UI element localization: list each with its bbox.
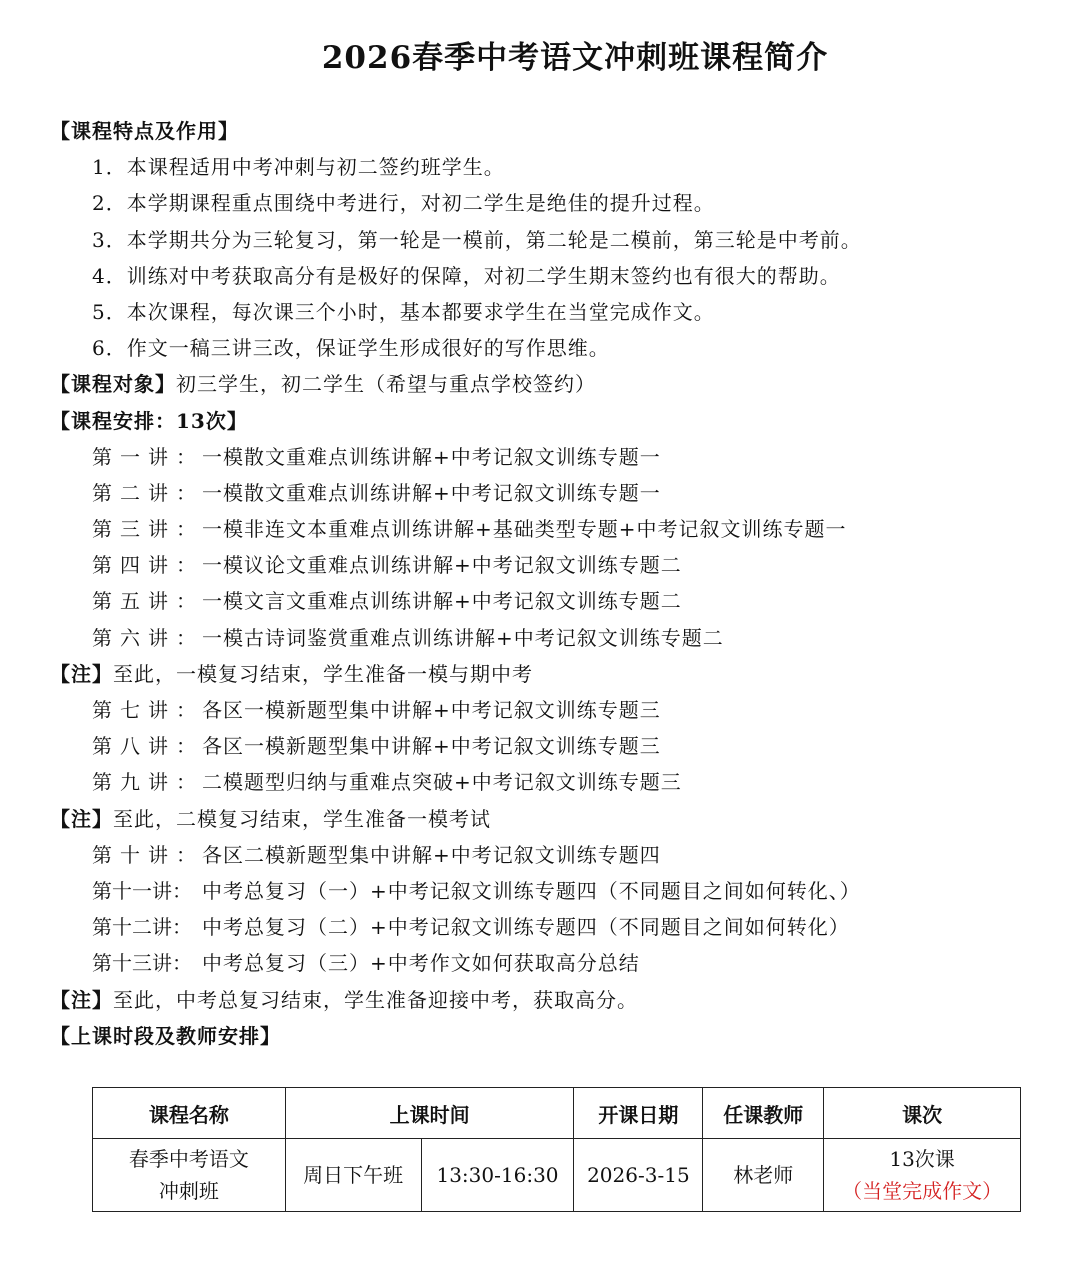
lecture-text: 一模议论文重难点训练讲解+中考记叙文训练专题二 xyxy=(202,553,682,578)
feature-item: 4．训练对中考获取高分有是极好的保障，对初二学生期末签约也有很大的帮助。 xyxy=(92,263,841,288)
lecture-label: 第五讲： xyxy=(92,589,204,614)
timetable-heading: 【上课时段及教师安排】 xyxy=(50,1023,281,1048)
cell-teacher: 林老师 xyxy=(703,1139,824,1212)
lecture-text: 一模散文重难点训练讲解+中考记叙文训练专题一 xyxy=(202,480,661,505)
lecture-item xyxy=(50,692,1060,728)
lecture-label: 第十一讲： xyxy=(92,878,192,903)
lecture-text: 中考总复习（一）+中考记叙文训练专题四（不同题目之间如何转化、） xyxy=(202,878,861,903)
lecture-label: 第十讲： xyxy=(92,842,204,867)
target-line xyxy=(50,366,1060,402)
note-text: 至此，一模复习结束，学生准备一模与期中考 xyxy=(113,661,533,686)
feature-item: 5．本次课程，每次课三个小时，基本都要求学生在当堂完成作文。 xyxy=(92,299,715,324)
lecture-text: 一模散文重难点训练讲解+中考记叙文训练专题一 xyxy=(202,444,661,469)
header-sessions: 课次 xyxy=(824,1088,1021,1139)
cell-hours: 13:30-16:30 xyxy=(421,1139,574,1212)
feature-item: 2．本学期课程重点围绕中考进行，对初二学生是绝佳的提升过程。 xyxy=(92,191,715,216)
content-body xyxy=(50,113,1060,1054)
lecture-item xyxy=(50,620,1060,656)
lecture-text: 中考总复习（三）+中考作文如何获取高分总结 xyxy=(202,951,640,976)
lecture-label: 第二讲： xyxy=(92,480,204,505)
note-text: 至此，中考总复习结束，学生准备迎接中考，获取高分。 xyxy=(113,987,638,1012)
cell-start: 2026-3-15 xyxy=(574,1139,703,1212)
note-tag: 【注】 xyxy=(50,987,113,1012)
note-tag: 【注】 xyxy=(50,806,113,831)
note-line xyxy=(50,656,1060,692)
lecture-text: 各区二模新题型集中讲解+中考记叙文训练专题四 xyxy=(202,842,661,867)
lecture-item xyxy=(50,583,1060,619)
header-start: 开课日期 xyxy=(574,1088,703,1139)
table-row xyxy=(93,1139,1021,1212)
lecture-item xyxy=(50,837,1060,873)
lecture-item xyxy=(50,511,1060,547)
lecture-text: 中考总复习（二）+中考记叙文训练专题四（不同题目之间如何转化） xyxy=(202,915,850,940)
feature-item: 1．本课程适用中考冲刺与初二签约班学生。 xyxy=(92,155,505,180)
sessions-count: 13次课 xyxy=(889,1147,955,1171)
note-text: 至此，二模复习结束，学生准备一模考试 xyxy=(113,806,491,831)
lecture-label: 第一讲： xyxy=(92,444,204,469)
lecture-item xyxy=(50,764,1060,800)
course-name-line1: 春季中考语文 xyxy=(128,1147,249,1171)
table-header-row xyxy=(93,1088,1021,1139)
lecture-text: 一模文言文重难点训练讲解+中考记叙文训练专题二 xyxy=(202,589,682,614)
note-line xyxy=(50,801,1060,837)
lecture-label: 第八讲： xyxy=(92,734,204,759)
course-name-line2: 冲刺班 xyxy=(158,1179,219,1203)
lecture-item xyxy=(50,945,1060,981)
lecture-text: 各区一模新题型集中讲解+中考记叙文训练专题三 xyxy=(202,698,661,722)
lecture-label: 第三讲： xyxy=(92,517,204,542)
lecture-item xyxy=(50,909,1060,945)
feature-item: 3．本学期共分为三轮复习，第一轮是一模前，第二轮是二模前，第三轮是中考前。 xyxy=(92,227,862,252)
lecture-label: 第十三讲： xyxy=(92,951,192,976)
lecture-text: 二模题型归纳与重难点突破+中考记叙文训练专题三 xyxy=(202,770,682,795)
lecture-label: 第六讲： xyxy=(92,625,204,650)
lecture-item xyxy=(50,439,1060,475)
feature-item: 6．作文一稿三讲三改，保证学生形成很好的写作思维。 xyxy=(92,336,610,361)
lecture-item xyxy=(50,475,1060,511)
header-time: 上课时间 xyxy=(285,1088,574,1139)
timetable xyxy=(92,1087,1021,1212)
lecture-label: 第四讲： xyxy=(92,553,204,578)
lecture-text: 一模非连文本重难点训练讲解+基础类型专题+中考记叙文训练专题一 xyxy=(202,517,847,542)
target-heading: 【课程对象】 xyxy=(50,372,176,397)
target-text: 初三学生，初二学生（希望与重点学校签约） xyxy=(176,372,596,397)
lecture-item xyxy=(50,873,1060,909)
cell-sessions xyxy=(824,1139,1021,1212)
lecture-label: 第十二讲： xyxy=(92,915,192,940)
features-heading: 【课程特点及作用】 xyxy=(50,119,239,143)
schedule-heading: 【课程安排：13次】 xyxy=(50,408,248,433)
note-tag: 【注】 xyxy=(50,661,113,686)
note-line xyxy=(50,982,1060,1018)
cell-course xyxy=(93,1139,286,1212)
lecture-label: 第七讲： xyxy=(92,698,204,722)
sessions-note: （当堂完成作文） xyxy=(842,1179,1003,1203)
lecture-item xyxy=(50,547,1060,583)
lecture-text: 各区一模新题型集中讲解+中考记叙文训练专题三 xyxy=(202,734,661,759)
lecture-item xyxy=(50,728,1060,764)
cell-slot: 周日下午班 xyxy=(285,1139,421,1212)
lecture-label: 第九讲： xyxy=(92,770,204,795)
lecture-text: 一模古诗词鉴赏重难点训练讲解+中考记叙文训练专题二 xyxy=(202,625,724,650)
header-course: 课程名称 xyxy=(93,1088,286,1139)
page-title: 2026春季中考语文冲刺班课程简介 xyxy=(321,40,829,76)
timetable-table xyxy=(92,1087,1021,1212)
header-teacher: 任课教师 xyxy=(703,1088,824,1139)
